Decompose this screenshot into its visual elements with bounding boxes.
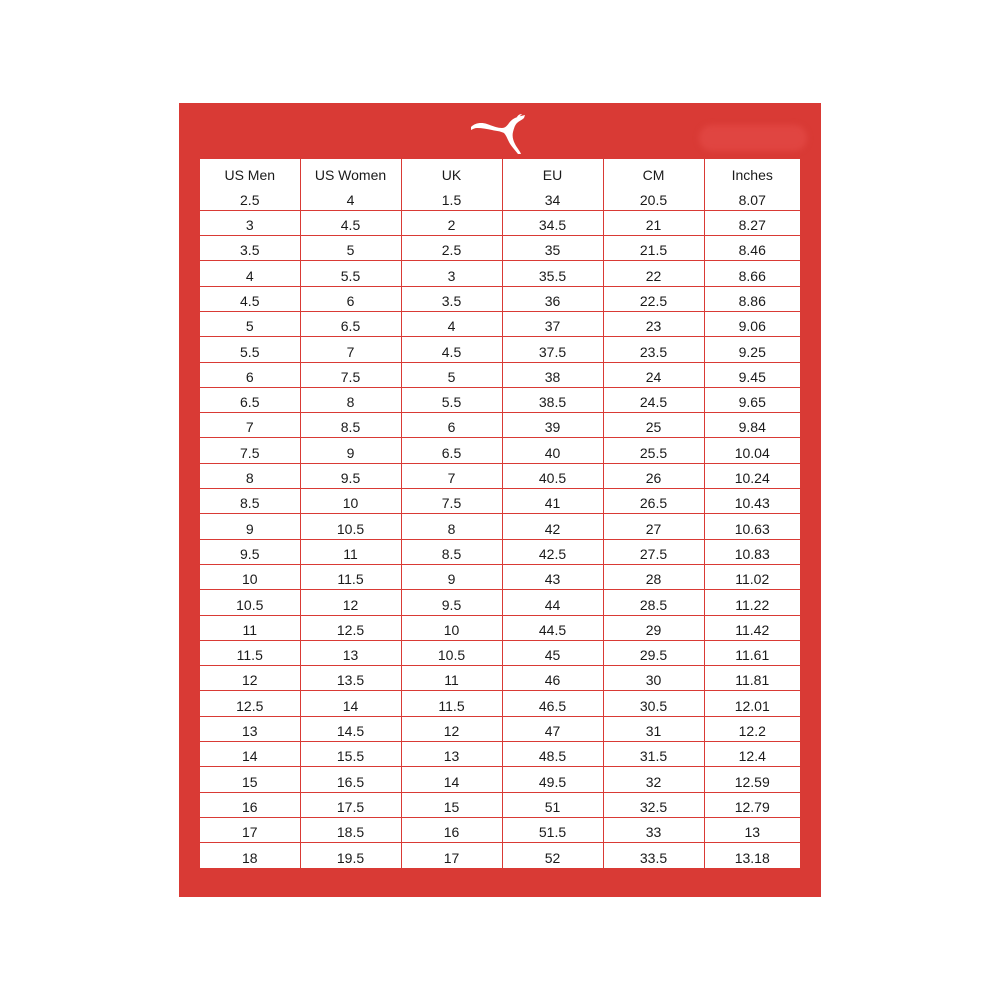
cell-cm: 31 [603,716,704,741]
header-eu: EU [502,159,603,185]
cell-us-men: 3.5 [200,236,300,261]
cell-uk: 4.5 [401,337,502,362]
cell-inches: 11.22 [704,590,800,615]
cell-eu: 37 [502,311,603,336]
cell-cm: 27.5 [603,539,704,564]
cell-cm: 32.5 [603,792,704,817]
cell-us-men: 10 [200,564,300,589]
cell-uk: 1.5 [401,185,502,210]
cell-us-men: 9.5 [200,539,300,564]
cell-us-women: 7.5 [300,362,401,387]
cell-uk: 17 [401,843,502,868]
cell-uk: 10.5 [401,640,502,665]
cell-uk: 12 [401,716,502,741]
cell-eu: 46 [502,666,603,691]
table-row [200,337,800,362]
cell-us-women: 6.5 [300,311,401,336]
cell-inches: 12.59 [704,767,800,792]
cell-us-men: 18 [200,843,300,868]
cell-us-men: 13 [200,716,300,741]
table-row [200,286,800,311]
cell-uk: 7 [401,463,502,488]
cell-inches: 9.06 [704,311,800,336]
cell-us-women: 4 [300,185,401,210]
table-row [200,413,800,438]
cell-eu: 40.5 [502,463,603,488]
cell-us-men: 6.5 [200,387,300,412]
cell-cm: 22.5 [603,286,704,311]
cell-cm: 27 [603,514,704,539]
header-cm: CM [603,159,704,185]
cell-us-women: 13.5 [300,666,401,691]
cell-inches: 9.45 [704,362,800,387]
header-inches: Inches [731,167,773,183]
cell-eu: 40 [502,438,603,463]
cell-uk: 2 [401,210,502,235]
cell-us-men: 5.5 [200,337,300,362]
cell-inches: 11.81 [704,666,800,691]
cell-us-women: 17.5 [300,792,401,817]
cell-us-men: 15 [200,767,300,792]
cell-us-men: 11 [200,615,300,640]
cell-us-men: 12 [200,666,300,691]
cell-uk: 15 [401,792,502,817]
cell-inches: 8.86 [704,286,800,311]
cell-us-men: 16 [200,792,300,817]
header-row [200,159,800,185]
cell-cm: 25 [603,413,704,438]
table-row [200,615,800,640]
cell-eu: 37.5 [502,337,603,362]
cell-us-women: 12 [300,590,401,615]
cell-inches: 12.4 [704,742,800,767]
cell-cm: 28.5 [603,590,704,615]
cell-eu: 43 [502,564,603,589]
cell-eu: 48.5 [502,742,603,767]
table-row [200,489,800,514]
table-row [200,438,800,463]
table-row [200,817,800,842]
cell-us-men: 6 [200,362,300,387]
cell-eu: 45 [502,640,603,665]
cell-us-women: 5.5 [300,261,401,286]
table-body [200,185,800,868]
cell-cm: 33.5 [603,843,704,868]
cell-us-men: 10.5 [200,590,300,615]
cell-eu: 42.5 [502,539,603,564]
cell-eu: 51.5 [502,817,603,842]
cell-cm: 21 [603,210,704,235]
cell-cm: 23.5 [603,337,704,362]
cell-eu: 34 [502,185,603,210]
table-row [200,767,800,792]
cell-inches: 10.04 [704,438,800,463]
table-row [200,742,800,767]
table-row [200,311,800,336]
header-uk: UK [401,159,502,185]
cell-us-women: 15.5 [300,742,401,767]
cell-eu: 36 [502,286,603,311]
cell-us-women: 14.5 [300,716,401,741]
cell-uk: 11 [401,666,502,691]
cell-us-men: 7.5 [200,438,300,463]
cell-eu: 38.5 [502,387,603,412]
cell-uk: 5 [401,362,502,387]
puma-cat-icon [469,113,529,155]
cell-uk: 9.5 [401,590,502,615]
size-conversion-table [200,159,800,868]
cell-uk: 5.5 [401,387,502,412]
cell-uk: 3 [401,261,502,286]
cell-inches: 9.25 [704,337,800,362]
cell-uk: 2.5 [401,236,502,261]
cell-uk: 10 [401,615,502,640]
cell-us-men: 8 [200,463,300,488]
cell-inches: 8.66 [704,261,800,286]
table-row [200,261,800,286]
cell-cm: 20.5 [603,185,704,210]
header-us-women: US Women [300,159,401,185]
cell-us-women: 12.5 [300,615,401,640]
cell-uk: 6.5 [401,438,502,463]
table-row [200,210,800,235]
cell-uk: 11.5 [401,691,502,716]
cell-inches: 10.24 [704,463,800,488]
cell-us-men: 14 [200,742,300,767]
cell-cm: 30.5 [603,691,704,716]
cell-us-women: 6 [300,286,401,311]
cell-eu: 35.5 [502,261,603,286]
cell-us-women: 8.5 [300,413,401,438]
cell-uk: 16 [401,817,502,842]
cell-inches: 11.02 [704,564,800,589]
cell-us-men: 11.5 [200,640,300,665]
cell-inches: 8.27 [704,210,800,235]
cell-cm: 24 [603,362,704,387]
cell-eu: 41 [502,489,603,514]
table-row [200,185,800,210]
cell-inches: 12.79 [704,792,800,817]
cell-us-men: 9 [200,514,300,539]
table-row [200,792,800,817]
cell-us-men: 8.5 [200,489,300,514]
cell-us-men: 12.5 [200,691,300,716]
cell-eu: 46.5 [502,691,603,716]
cell-us-women: 4.5 [300,210,401,235]
table-row [200,666,800,691]
cell-us-women: 11 [300,539,401,564]
cell-inches: 11.61 [704,640,800,665]
cell-cm: 26.5 [603,489,704,514]
table-row [200,590,800,615]
cell-cm: 30 [603,666,704,691]
cell-us-women: 9 [300,438,401,463]
cell-eu: 51 [502,792,603,817]
cell-us-women: 11.5 [300,564,401,589]
cell-inches: 12.2 [704,716,800,741]
table-row [200,463,800,488]
cell-us-women: 19.5 [300,843,401,868]
cell-cm: 33 [603,817,704,842]
cell-eu: 44.5 [502,615,603,640]
cell-eu: 49.5 [502,767,603,792]
cell-eu: 52 [502,843,603,868]
cell-cm: 22 [603,261,704,286]
cell-eu: 44 [502,590,603,615]
cell-us-women: 10 [300,489,401,514]
cell-eu: 47 [502,716,603,741]
cell-us-women: 13 [300,640,401,665]
cell-inches: 8.07 [704,185,800,210]
cell-inches: 8.46 [704,236,800,261]
cell-us-women: 14 [300,691,401,716]
cell-inches: 13.18 [734,850,770,867]
cell-uk: 13 [401,742,502,767]
table-row [200,691,800,716]
cell-inches: 11.42 [704,615,800,640]
cell-us-men: 5 [200,311,300,336]
cell-eu: 35 [502,236,603,261]
cell-uk: 14 [401,767,502,792]
table-row [200,716,800,741]
cell-cm: 23 [603,311,704,336]
table-row [200,539,800,564]
table-row [200,236,800,261]
cell-cm: 28 [603,564,704,589]
cell-us-women: 10.5 [300,514,401,539]
cell-uk: 8.5 [401,539,502,564]
cell-uk: 3.5 [401,286,502,311]
table-row [200,514,800,539]
table-row [200,843,800,868]
cell-us-women: 18.5 [300,817,401,842]
cell-inches: 10.83 [704,539,800,564]
cell-inches: 9.84 [704,413,800,438]
cell-eu: 38 [502,362,603,387]
cell-cm: 25.5 [603,438,704,463]
cell-inches: 9.65 [704,387,800,412]
cell-cm: 26 [603,463,704,488]
cell-us-men: 2.5 [200,185,300,210]
cell-eu: 34.5 [502,210,603,235]
cell-uk: 8 [401,514,502,539]
blurred-mark [699,125,807,151]
cell-eu: 42 [502,514,603,539]
cell-us-women: 16.5 [300,767,401,792]
cell-us-men: 17 [200,817,300,842]
table-row [200,387,800,412]
cell-eu: 39 [502,413,603,438]
cell-cm: 21.5 [603,236,704,261]
cell-uk: 7.5 [401,489,502,514]
cell-us-women: 5 [300,236,401,261]
cell-cm: 24.5 [603,387,704,412]
table-row [200,362,800,387]
cell-us-men: 4 [200,261,300,286]
cell-cm: 31.5 [603,742,704,767]
cell-cm: 29 [603,615,704,640]
cell-us-men: 3 [200,210,300,235]
cell-uk: 6 [401,413,502,438]
cell-inches: 10.63 [704,514,800,539]
cell-inches: 12.01 [704,691,800,716]
cell-us-women: 7 [300,337,401,362]
cell-uk: 4 [401,311,502,336]
cell-cm: 29.5 [603,640,704,665]
cell-us-men: 7 [200,413,300,438]
table-row [200,640,800,665]
cell-uk: 9 [401,564,502,589]
cell-us-women: 8 [300,387,401,412]
cell-us-men: 4.5 [200,286,300,311]
size-chart-card [179,103,821,897]
table-row [200,564,800,589]
cell-inches: 13 [704,817,800,842]
cell-us-women: 9.5 [300,463,401,488]
cell-inches: 10.43 [704,489,800,514]
cell-cm: 32 [603,767,704,792]
header-us-men: US Men [200,159,300,185]
